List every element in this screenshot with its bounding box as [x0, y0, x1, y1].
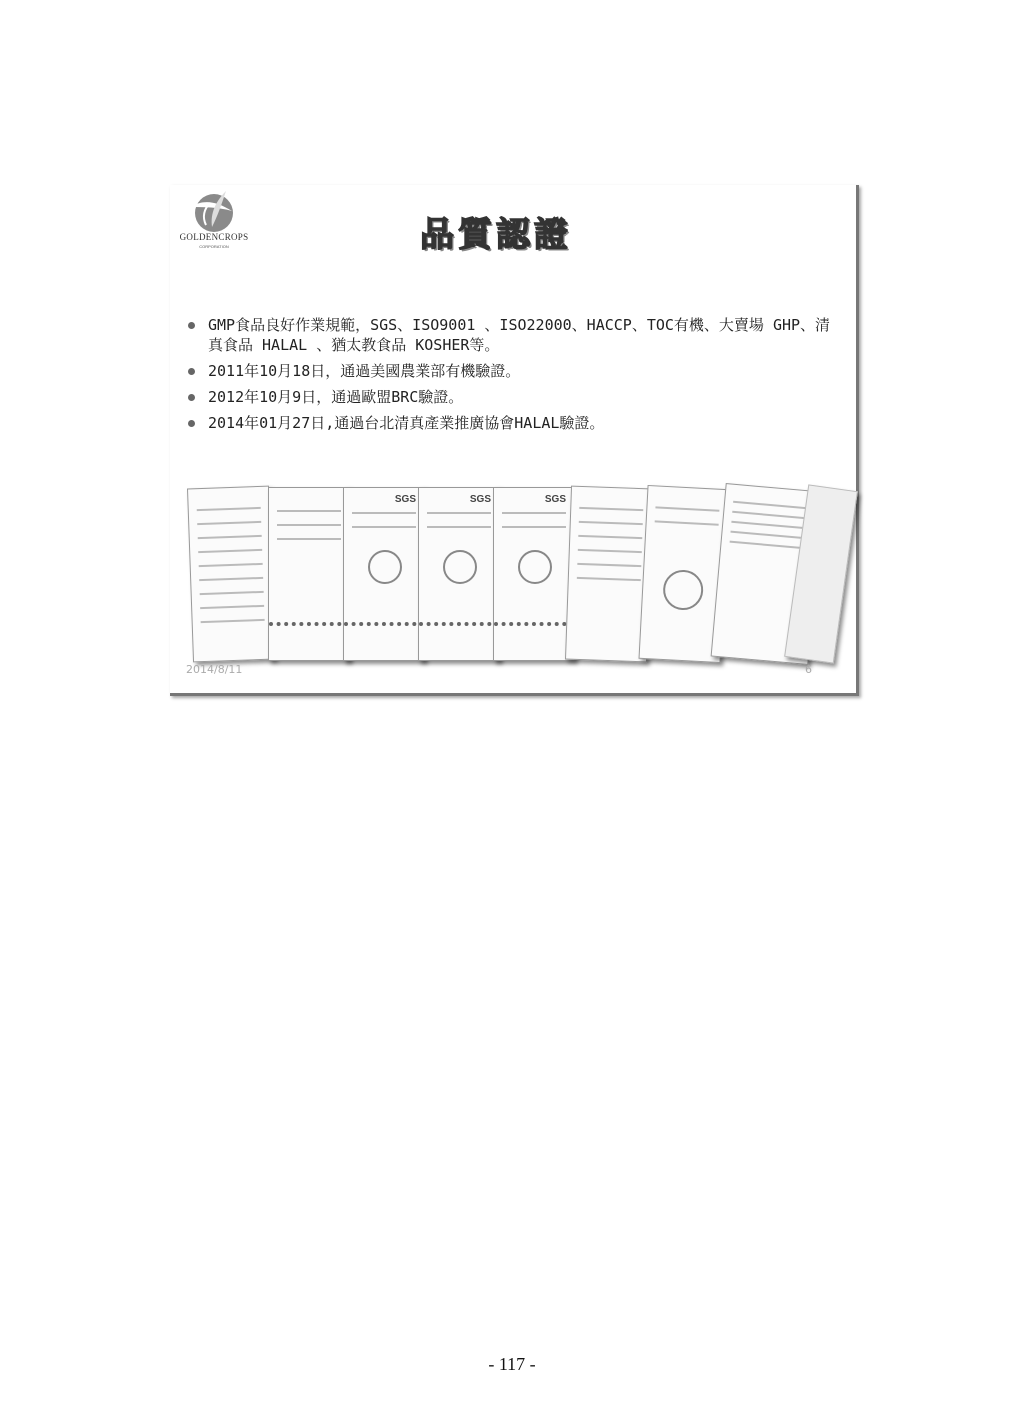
company-logo	[174, 187, 254, 261]
bullet-item: 2012年10月9日，通過歐盟BRC驗證。	[184, 387, 844, 407]
certificate-image	[493, 487, 575, 661]
leaf-logo-icon	[182, 187, 246, 233]
certificate-image	[268, 487, 350, 661]
slide	[170, 185, 859, 696]
certificate-image	[343, 487, 425, 661]
bullet-item: 2011年10月18日，通過美國農業部有機驗證。	[184, 361, 844, 381]
certificate-image	[187, 486, 275, 663]
bullet-list	[184, 315, 844, 439]
logo-subtitle: CORPORATION	[199, 244, 229, 249]
page-number: - 117 -	[488, 1354, 536, 1374]
certificate-header: SGS	[544, 494, 566, 505]
certificate-images	[188, 475, 848, 670]
logo-name: GOLDENCROPS	[179, 232, 249, 242]
certificate-header: SGS	[469, 494, 491, 505]
slide-number: 6	[805, 663, 812, 676]
certificate-image	[418, 487, 500, 661]
bullet-item: 2014年01月27日,通過台北清真產業推廣協會HALAL驗證。	[184, 413, 844, 433]
certificate-header: SGS	[394, 494, 416, 505]
slide-date: 2014/8/11	[186, 663, 243, 676]
bullet-item: GMP食品良好作業規範，SGS、ISO9001 、ISO22000、HACCP、TOC有機、大賣場 GHP、清真食品 HALAL 、猶太教食品 KOSHER等。	[184, 315, 844, 355]
slide-title: 品質認證	[420, 215, 572, 255]
